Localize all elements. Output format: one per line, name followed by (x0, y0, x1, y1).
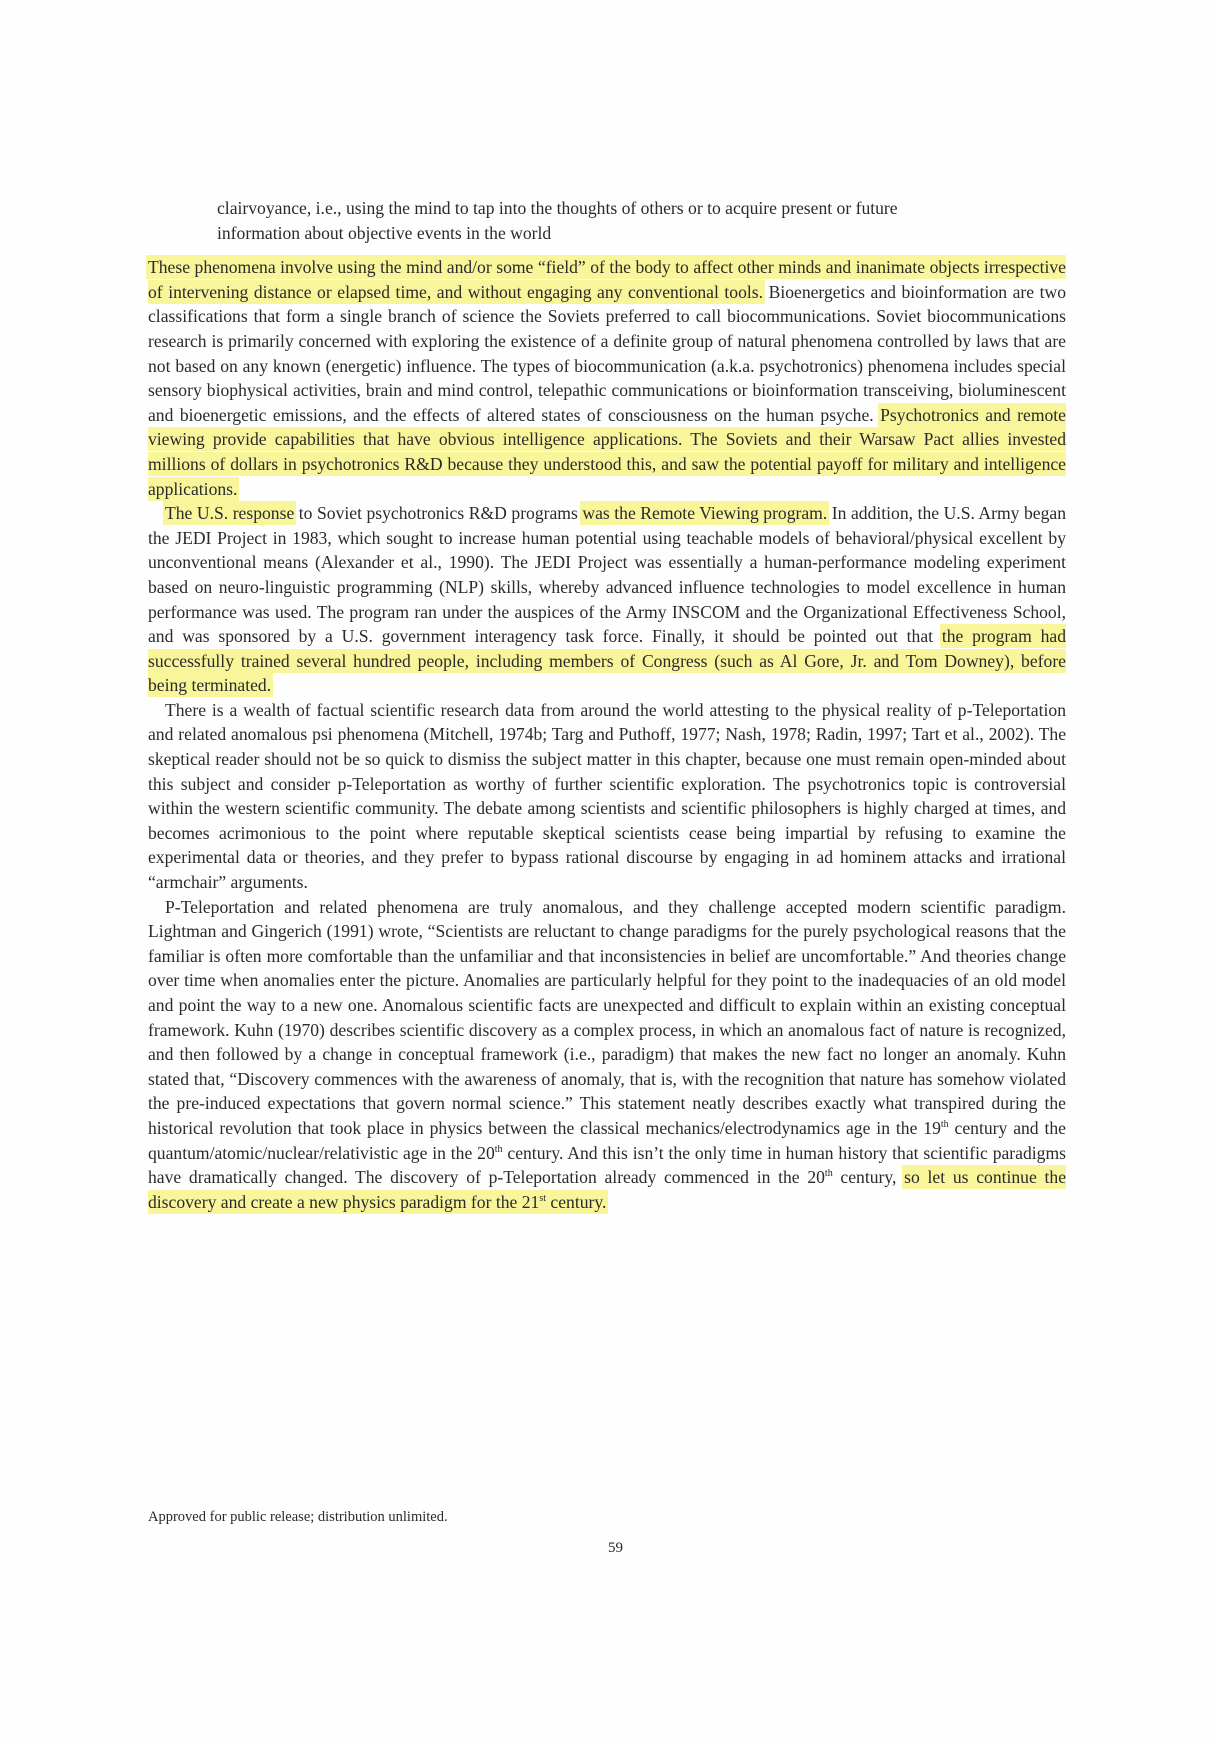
superscript: th (494, 1143, 503, 1155)
bullet-line-1: clairvoyance, i.e., using the mind to tap into the thoughts of others or to acquire present or future (217, 198, 898, 218)
superscript: th (824, 1168, 833, 1180)
paragraph-paradigm (148, 895, 1066, 1215)
bullet-continuation (217, 196, 1066, 245)
highlighted-segment: century. (546, 1191, 607, 1212)
paragraph-phenomena (148, 255, 1066, 501)
highlighted-text: Psychotronics and remote viewing provide capabilities that have obvious intelligence applications. The Soviets and their Warsaw Pact allies invested millions of dollars in psychotronics R&D because they understood this, and saw the potential payoff for military and intelligence applications. (148, 404, 1066, 499)
text-segment: century, (832, 1167, 905, 1188)
footer-note: Approved for public release; distribution unlimited. (148, 1509, 448, 1525)
highlighted-text: the program had successfully trained several hundred people, including members of Congress (such as Al Gore, Jr. and Tom Downey), before being terminated. (148, 626, 1066, 696)
text-segment: century. And this isn’t the only time in human history that scientific paradigms have dramatically changed. The discovery of p-Teleportation already commenced in the 20 (148, 1142, 1066, 1188)
text-segment: In addition, the U.S. Army began the JEDI Project in 1983, which sought to increase human potential using teachable models of behavioral/physical excellent by unconventional means (Alexander et al., 1990). The JEDI Project was essentially a human-performance modeling experiment based on neuro-linguistic programming (NLP) skills, whereby advanced influence technologies to model excellence in human performance was used. The program ran under the auspices of the Army INSCOM and the Organizational Effectiveness School, and was sponsored by a U.S. government interagency task force. Finally, it should be pointed out that (148, 503, 1067, 647)
page-number: 59 (608, 1540, 623, 1556)
highlighted-text: These phenomena involve using the mind and/or some “field” of the body to affect other minds and inanimate objects irrespective of intervening distance or elapsed time, and without engaging any conventional tools. (148, 257, 1066, 302)
bullet-line-2: information about objective events in the world (217, 222, 552, 243)
text-segment: Bioenergetics and bioinformation are two classifications that form a single branch of science the Soviets preferred to call biocommunications. Soviet biocommunications research is primarily concerned with exploring the existence of a definite group of natural phenomena controlled by laws that are not based on any known (energetic) influence. The types of biocommunication (a.k.a. psychotronics) phenomena includes special sensory biophysical activities, brain and mind control, telepathic communications or bioinformation transceiving, bioluminescent and bioenergetic emissions, and the effects of altered states of consciousness on the human psyche. (148, 281, 1066, 425)
text-segment: There is a wealth of factual scientific research data from around the world attesting to the physical reality of p-Teleportation and related anomalous psi phenomena (Mitchell, 1974b; Targ and Puthoff, 1977; Nash, 1978; Radin, 1997; Tart et al., 2002). The skeptical reader should not be so quick to dismiss the subject matter in this chapter, because one must remain open-minded about this subject and consider p-Teleportation as worthy of further scientific exploration. The psychotronics topic is controversial within the western scientific community. The debate among scientists and scientific philosophers is highly charged at times, and becomes acrimonious to the point where reputable skeptical scientists cease being impartial by refusing to examine the experimental data or theories, and they prefer to bypass rational discourse by engaging in ad hominem attacks and irrational “armchair” arguments. (148, 699, 1066, 893)
text-segment: to Soviet psychotronics R&D programs (294, 503, 583, 524)
paragraph-us-response (148, 501, 1066, 698)
body-text (148, 196, 1066, 1214)
highlighted-segment: so let us continue the discovery and create a new physics paradigm for the 21 (148, 1167, 1067, 1212)
highlighted-text: The U.S. response (165, 503, 295, 524)
superscript: th (940, 1118, 949, 1130)
highlighted-text: was the Remote Viewing program. (582, 503, 828, 524)
superscript: st (539, 1192, 546, 1204)
text-segment: century and the quantum/atomic/nuclear/relativistic age in the 20 (148, 1117, 1066, 1163)
text-segment: P-Teleportation and related phenomena are truly anomalous, and they challenge accepted modern scientific paradigm. Lightman and Gingerich (1991) wrote, “Scientists are reluctant to change paradigms for the purely psychological reasons that the familiar is often more comfortable than the unfamiliar and that inconsistencies in belief are uncomfortable.” And theories change over time when anomalies enter the picture. Anomalies are particularly helpful for they point to the inadequacies of an old model and point the way to a new one. Anomalous scientific facts are unexpected and difficult to explain within an existing conceptual framework. Kuhn (1970) describes scientific discovery as a complex process, in which an anomalous fact of nature is recognized, and then followed by a change in conceptual framework (i.e., paradigm) that makes the new fact no longer an anomaly. Kuhn stated that, “Discovery commences with the awareness of anomaly, that is, with the recognition that nature has somehow violated the pre-induced expectations that govern normal science.” This statement neatly describes exactly what transpired during the historical revolution that took place in physics between the classical mechanics/electrodynamics age in the 19 (148, 896, 1066, 1138)
paragraph-research-data (148, 698, 1066, 895)
